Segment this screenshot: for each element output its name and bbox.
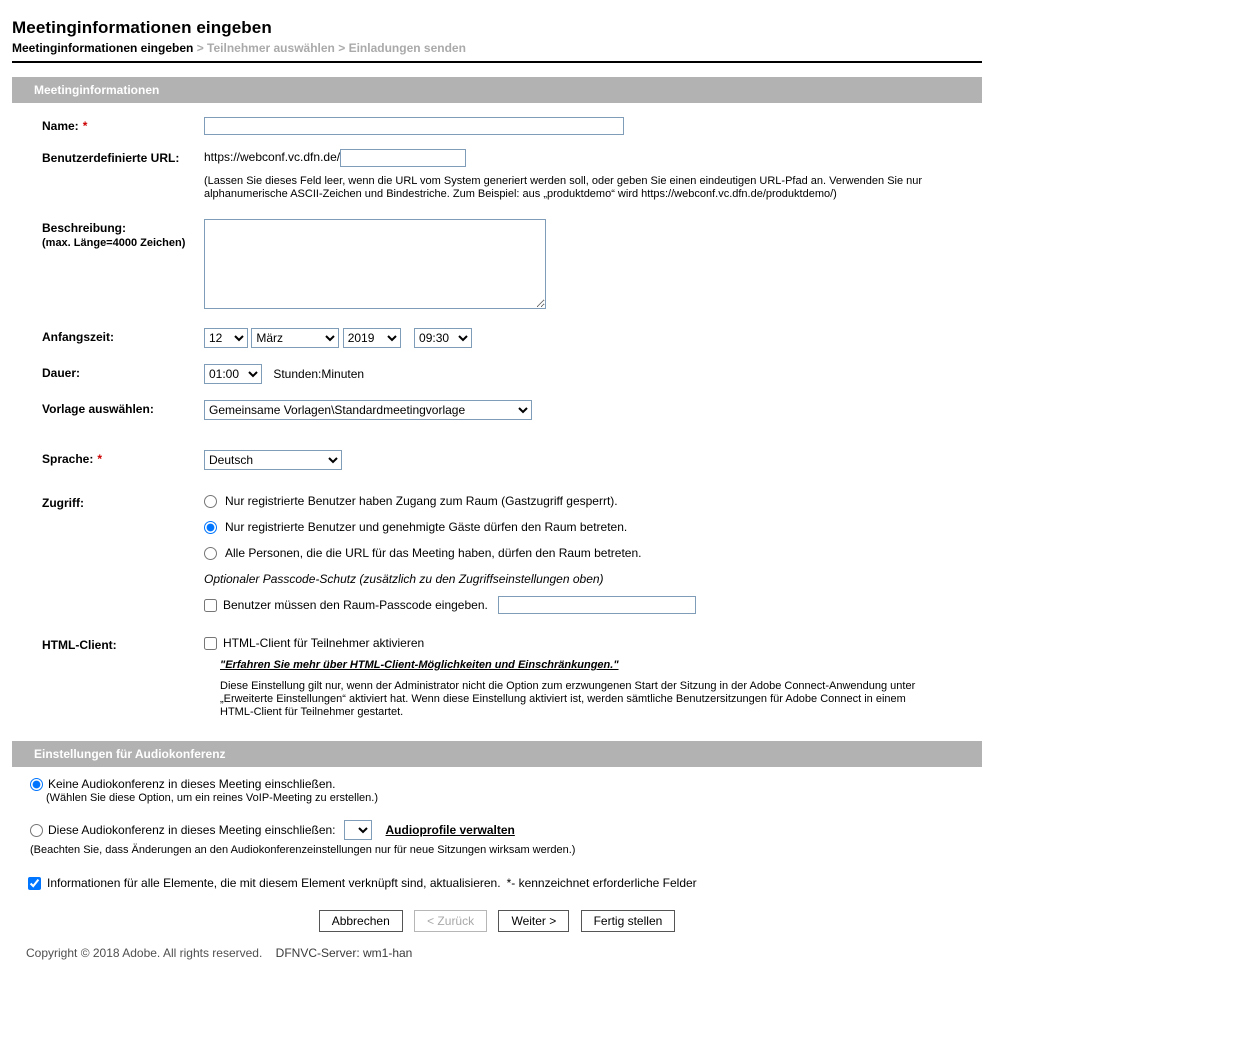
row-start-time	[12, 328, 982, 348]
label-template: Vorlage auswählen:	[42, 402, 154, 416]
access-label-2[interactable]: Nur registrierte Benutzer und genehmigte Gäste dürfen den Raum betreten.	[225, 520, 628, 534]
footer	[12, 946, 982, 960]
access-radio-1[interactable]	[204, 495, 217, 508]
manage-audio-profiles-link[interactable]: Audioprofile verwalten	[385, 823, 515, 837]
field-duration	[204, 364, 982, 384]
row-language	[12, 450, 982, 470]
start-year-select[interactable]	[343, 328, 401, 348]
audio-profile-select[interactable]	[344, 820, 372, 840]
duration-unit-label: Stunden:Minuten	[273, 367, 365, 381]
access-label-3[interactable]: Alle Personen, die die URL für das Meeting haben, dürfen den Raum betreten.	[225, 546, 642, 560]
field-template	[204, 400, 982, 420]
passcode-input[interactable]	[498, 596, 696, 614]
html-client-learn-more-link[interactable]: "Erfahren Sie mehr über HTML-Client-Möglichkeiten und Einschränkungen."	[220, 659, 619, 671]
html-client-link-wrap	[204, 650, 982, 680]
language-select[interactable]	[204, 450, 342, 470]
custom-url-input[interactable]	[340, 149, 466, 167]
back-button: < Zurück	[414, 910, 487, 932]
field-custom-url	[204, 149, 982, 201]
row-name	[12, 117, 982, 135]
label-language-text: Sprache:	[42, 452, 94, 466]
update-linked-items-label[interactable]: Informationen für alle Elemente, die mit diesem Element verknüpft sind, aktualisieren.	[47, 876, 501, 890]
name-input[interactable]	[204, 117, 624, 135]
field-access	[204, 494, 982, 614]
button-bar	[12, 910, 982, 932]
label-description-sublabel: (max. Länge=4000 Zeichen)	[42, 237, 186, 249]
required-fields-note: *- kennzeichnet erforderliche Felder	[506, 876, 697, 890]
breadcrumb	[12, 41, 982, 63]
label-description	[12, 219, 204, 251]
description-textarea[interactable]	[204, 219, 546, 309]
page-title: Meetinginformationen eingeben	[12, 18, 272, 37]
section-header-audio-conference: Einstellungen für Audiokonferenz	[12, 741, 982, 767]
row-description	[12, 219, 982, 312]
passcode-checkbox-label[interactable]: Benutzer müssen den Raum-Passcode eingeben.	[223, 598, 488, 612]
row-custom-url	[12, 149, 982, 201]
breadcrumb-step-1[interactable]: Meetinginformationen eingeben	[12, 41, 194, 55]
field-name	[204, 117, 982, 135]
label-custom-url: Benutzerdefinierte URL:	[42, 151, 180, 165]
row-duration	[12, 364, 982, 384]
label-name-text: Name:	[42, 119, 79, 133]
breadcrumb-separator-2: >	[338, 41, 346, 55]
field-language	[204, 450, 982, 470]
footer-copyright: Copyright © 2018 Adobe. All rights reserved.	[26, 946, 263, 960]
row-html-client	[12, 636, 982, 719]
finish-button[interactable]: Fertig stellen	[581, 910, 676, 932]
required-marker-language: *	[97, 452, 103, 466]
field-start-time	[204, 328, 982, 348]
access-label-1[interactable]: Nur registrierte Benutzer haben Zugang zum Raum (Gastzugriff gesperrt).	[225, 494, 618, 508]
start-day-select[interactable]	[204, 328, 248, 348]
access-option-3[interactable]	[204, 546, 982, 560]
audio-option-include[interactable]	[12, 820, 982, 840]
label-name	[12, 117, 204, 134]
audio-include-sublabel: (Beachten Sie, dass Änderungen an den Audiokonferenzeinstellungen nur für neue Sitzungen wirksam werden.)	[30, 844, 576, 856]
breadcrumb-step-3[interactable]: Einladungen senden	[348, 41, 466, 55]
access-radio-2[interactable]	[204, 521, 217, 534]
passcode-note: Optionaler Passcode-Schutz (zusätzlich zu den Zugriffseinstellungen oben)	[204, 572, 604, 586]
field-description	[204, 219, 982, 312]
section-header-meeting-information: Meetinginformationen	[12, 77, 982, 103]
required-marker-name: *	[82, 119, 88, 133]
label-access: Zugriff:	[42, 496, 84, 510]
passcode-row	[204, 596, 982, 614]
breadcrumb-separator-1: >	[196, 41, 204, 55]
audio-label-none[interactable]: Keine Audiokonferenz in dieses Meeting einschließen.	[48, 777, 336, 791]
template-select[interactable]	[204, 400, 532, 420]
access-radio-3[interactable]	[204, 547, 217, 560]
start-time-select[interactable]	[414, 328, 472, 348]
html-client-note: Diese Einstellung gilt nur, wenn der Administrator nicht die Option zum erzwungenen Start der Sitzung in der Adobe Connect-Anwendung unter „Erweiterte Einstellungen“ aktiviert hat. Wenn diese Einstellung aktiviert ist, werden sämtliche Benutzersitzungen für Adobe Connect in einem HTML-Client für Teilnehmer gestartet.	[220, 680, 916, 718]
field-html-client	[204, 636, 982, 719]
audio-radio-include[interactable]	[30, 824, 43, 837]
audio-none-sublabel: (Wählen Sie diese Option, um ein reines VoIP-Meeting zu erstellen.)	[46, 792, 378, 804]
breadcrumb-step-2[interactable]: Teilnehmer auswählen	[207, 41, 335, 55]
update-linked-items-row	[12, 876, 982, 890]
update-linked-items-checkbox[interactable]	[28, 877, 41, 890]
access-option-2[interactable]	[204, 520, 982, 534]
start-month-select[interactable]	[251, 328, 339, 348]
audio-label-include[interactable]: Diese Audiokonferenz in dieses Meeting einschließen:	[48, 823, 336, 837]
label-duration: Dauer:	[42, 366, 81, 380]
cancel-button[interactable]: Abbrechen	[319, 910, 403, 932]
audio-option-none[interactable]	[12, 777, 982, 791]
footer-server: DFNVC-Server: wm1-han	[275, 946, 413, 960]
label-html-client: HTML-Client:	[42, 638, 117, 652]
audio-radio-none[interactable]	[30, 778, 43, 791]
duration-select[interactable]	[204, 364, 262, 384]
html-client-checkbox[interactable]	[204, 637, 217, 650]
html-client-row	[204, 636, 982, 650]
label-description-text: Beschreibung:	[42, 221, 127, 235]
access-option-1[interactable]	[204, 494, 982, 508]
next-button[interactable]: Weiter >	[498, 910, 569, 932]
html-client-checkbox-label[interactable]: HTML-Client für Teilnehmer aktivieren	[223, 636, 425, 650]
custom-url-hint: (Lassen Sie dieses Feld leer, wenn die URL vom System generiert werden soll, oder geben Sie einen eindeutigen URL-Pfad an. Verwenden Sie nur alphanumerische ASCII-Zeichen und Bindestriche. Zum Beispiel: aus „produktdemo“ wird https://webconf.vc.dfn.de/produktdemo/)	[204, 175, 923, 200]
custom-url-prefix: https://webconf.vc.dfn.de/	[204, 150, 341, 165]
audio-settings	[12, 777, 982, 856]
row-access	[12, 494, 982, 614]
passcode-checkbox[interactable]	[204, 599, 217, 612]
content-wrapper	[12, 18, 982, 960]
label-start-time: Anfangszeit:	[42, 330, 114, 344]
row-template	[12, 400, 982, 420]
label-language	[12, 450, 204, 467]
